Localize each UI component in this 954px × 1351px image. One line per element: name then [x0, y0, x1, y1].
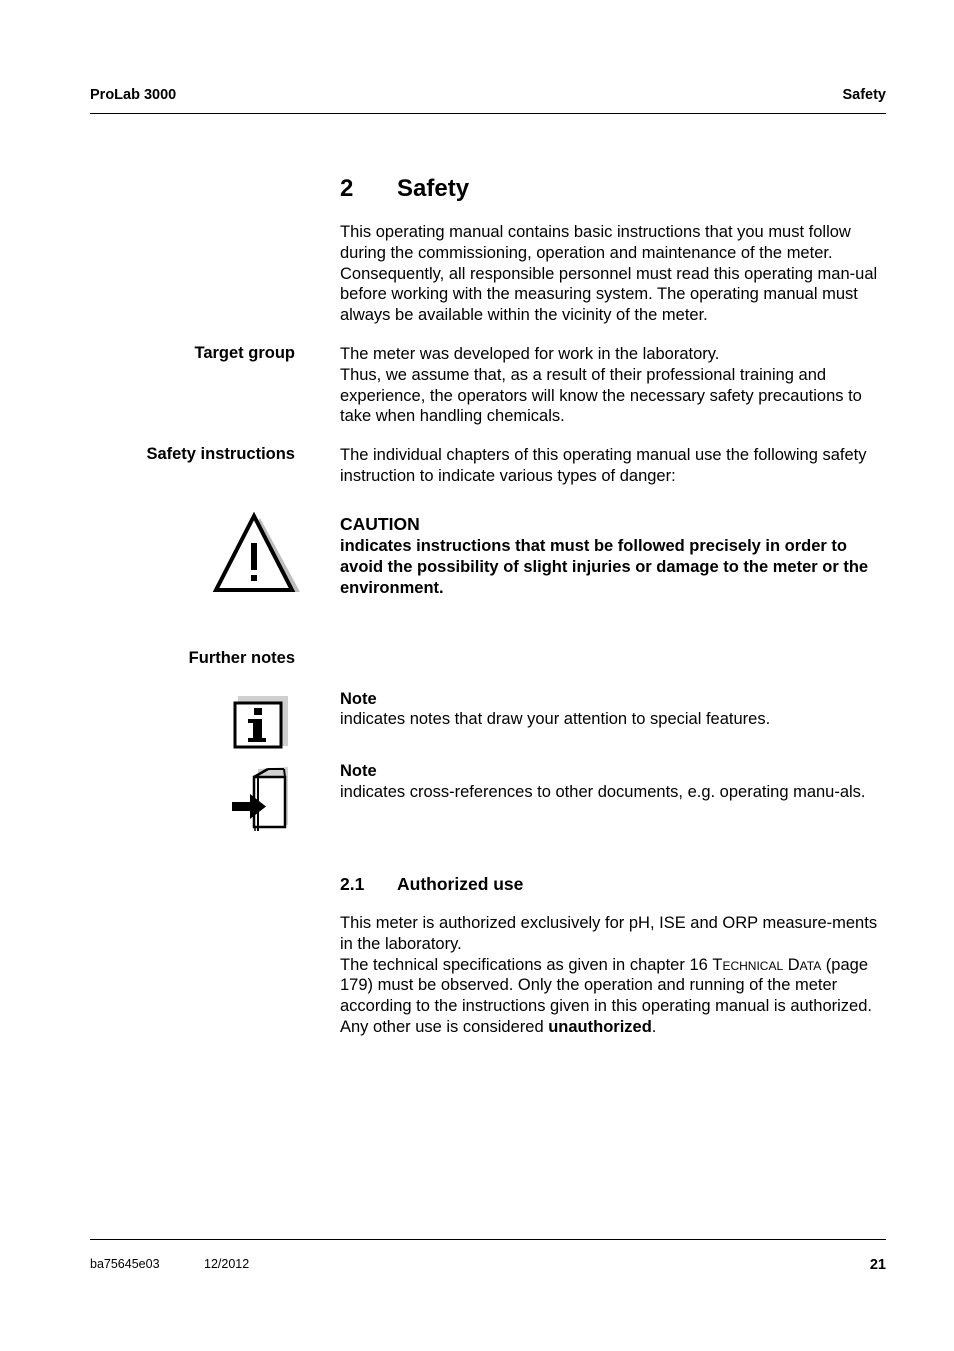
chapter-intro: This operating manual contains basic instructions that you must follow during the commissioning, operation and maintenance of the meter. Consequently, all responsible personnel must read this operating man-ual before working with the measuring system. The operating manual must always be available within the vicinity of the meter.: [340, 223, 878, 325]
target-group-line2: Thus, we assume that, as a result of their professional training and experience, the operators will know the necessary safety precautions to take when handling chemicals.: [340, 365, 862, 426]
chapter-title: Safety: [397, 175, 470, 202]
book-reference-icon: [228, 765, 290, 833]
section-p2-mid: (page 179) must be observed. Only the operation and running of the meter according to the instructions given in this operating manual is authorized. Any other use is considered: [340, 955, 872, 1036]
further-notes-label: Further notes: [188, 649, 295, 667]
warning-triangle-icon: [212, 512, 302, 594]
unauthorized-term: unauthorized: [548, 1017, 652, 1036]
header-section-name: Safety: [842, 87, 886, 103]
section-body: [340, 913, 892, 1038]
caution-title: CAUTION: [340, 514, 420, 534]
section-line1: This meter is authorized exclusively for pH, ISE and ORP measure-ments in the laboratory.: [340, 914, 878, 953]
section-paragraph2: [340, 955, 892, 1038]
header-rule: [90, 113, 886, 114]
note2-text: indicates cross-references to other documents, e.g. operating manu-als.: [340, 783, 866, 801]
note1-title: Note: [340, 690, 377, 708]
section-number: 2.1: [340, 874, 365, 894]
note1-text: indicates notes that draw your attention to special features.: [340, 710, 771, 728]
safety-instructions-label: Safety instructions: [146, 445, 295, 463]
target-group-text: [340, 344, 892, 427]
chapter-number: 2: [340, 175, 354, 202]
footer-doc-id: ba75645e03: [90, 1257, 160, 1271]
footer-date: 12/2012: [204, 1257, 250, 1271]
section-p2-end: .: [651, 1017, 657, 1036]
safety-instructions-text: The individual chapters of this operating manual use the following safety instruction to indicate various types of danger:: [340, 446, 867, 485]
note2-title: Note: [340, 762, 377, 780]
page-number: 21: [869, 1257, 886, 1273]
section-title: Authorized use: [397, 874, 524, 894]
header-product-name: ProLab 3000: [90, 87, 177, 103]
footer-rule: [90, 1239, 886, 1240]
target-group-line1: The meter was developed for work in the laboratory.: [340, 345, 720, 363]
info-icon: [232, 694, 290, 750]
caution-text: indicates instructions that must be followed precisely in order to avoid the possibility of slight injuries or damage to the meter or the environment.: [340, 537, 869, 597]
technical-data-reference: Technical Data: [712, 955, 822, 974]
section-p2-pre: The technical specifications as given in chapter 16: [340, 955, 713, 974]
target-group-label: Target group: [194, 344, 295, 362]
